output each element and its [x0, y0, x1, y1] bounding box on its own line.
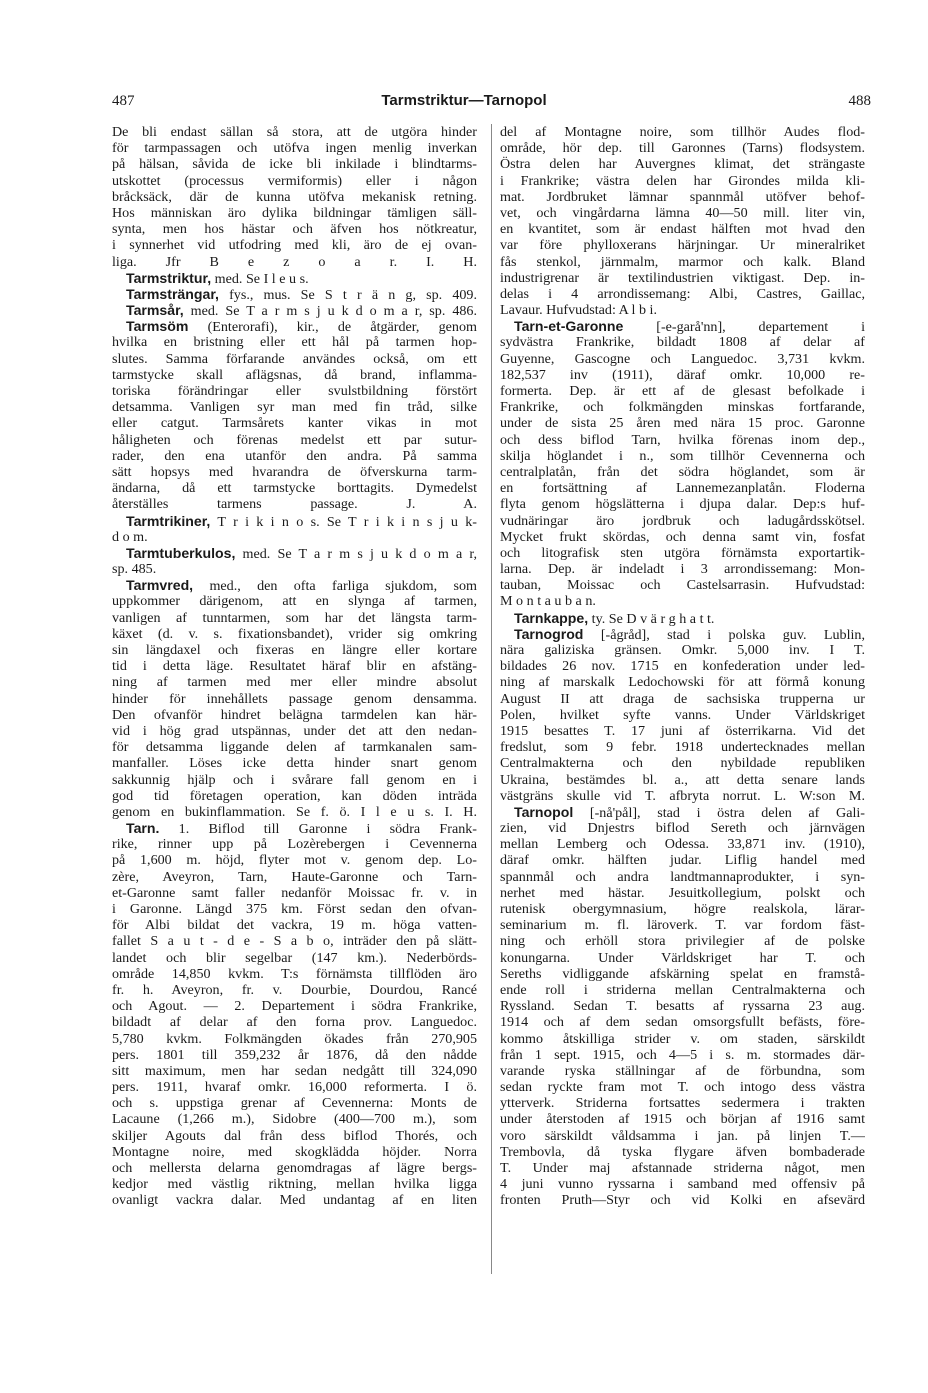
line-text: del af Montagne noire, som tillhör Audes flod-: [500, 124, 865, 140]
text-line: [500, 998, 865, 1014]
entry-headword: Tarnogrod: [514, 625, 584, 642]
text-line: [500, 917, 865, 933]
text-line: [500, 674, 865, 690]
entry-headword: Tarmtuberkulos,: [126, 544, 236, 561]
text-line: [500, 432, 865, 448]
text-line: [112, 140, 477, 156]
line-text: De bli endast sällan så stora, att de utgöra hinder: [112, 124, 477, 140]
line-text: varande ryska ställningar af de förbundna, som: [500, 1062, 865, 1079]
line-text: manfaller. Löses icke detta hinder snart genom: [112, 755, 477, 772]
line-text: Den ofvanför hindret belägna tarmdelen kan här-: [112, 706, 477, 723]
line-text: ytterverk. Striderna fortsattes sedermera i trakten: [500, 1095, 865, 1112]
line-text: et-Garonne samt faller nedanför Moissac fr. v. in: [112, 884, 477, 901]
text-line: [500, 529, 865, 545]
line-text: 5,780 kvkm. Folkmängden ökades från 270,905: [112, 1030, 477, 1047]
line-text: Lacaune (1,266 m.), Sidobre (400—700 m.), som: [112, 1111, 477, 1128]
line-text: och mellersta delarna genomdragas af lägre bergs-: [112, 1160, 477, 1176]
text-line: [500, 933, 865, 949]
text-line: [500, 852, 865, 868]
line-text: hvilka en bristning eller ett hål på tarmen hop-: [112, 334, 477, 351]
text-line: [500, 561, 865, 577]
line-text: Polen, hvilket syfte vanns. Under Världskriget: [500, 706, 865, 723]
text-line: [112, 998, 477, 1014]
line-text: flyta genom högslätterna i djupa dalar. Dep:s huf-: [500, 496, 865, 513]
text-line: [112, 1079, 477, 1095]
line-text: käxet (d. v. s. fixationsbandet), vrider sig omkring: [112, 625, 477, 642]
text-line: [500, 577, 865, 593]
text-line: [500, 302, 865, 318]
text-line: [500, 1192, 865, 1208]
text-line: [500, 464, 865, 480]
text-line: [500, 156, 865, 172]
entry-headword: Tarmsöm: [126, 318, 189, 335]
entry-headword: Tarmstriktur,: [126, 269, 212, 286]
text-line: [112, 755, 477, 771]
line-text: kommo åtskilliga strider v. om staden, särskildt: [500, 1030, 865, 1047]
text-line: [112, 1128, 477, 1144]
line-text: bildadt af delar af den forna prov. Languedoc.: [112, 1014, 477, 1031]
line-text: T. Under maj afstannade striderna något, men: [500, 1160, 865, 1176]
line-text: fys., mus. Se S t r ä n g, sp. 409.: [218, 286, 477, 303]
line-text: hinder för innehållets passage genom densamma.: [112, 690, 477, 707]
text-line: [500, 367, 865, 383]
entry-headword: Tarmtrikiner,: [126, 512, 211, 529]
text-line: [500, 334, 865, 350]
text-line: [500, 237, 865, 253]
line-text: [-ågråd], stad i polska guv. Lublin,: [583, 626, 865, 642]
line-text: ning och erhöll stora privilegier af de polske: [500, 933, 865, 950]
text-line: [112, 788, 477, 804]
line-text: Ryssland. Sedan T. besatts af ryssarna 23 aug.: [500, 998, 865, 1015]
line-text: för tarmpassagen och utöfva ingen menlig inverkan: [112, 140, 477, 157]
text-line: [500, 205, 865, 221]
running-title: Tarmstriktur—Tarnopol: [381, 92, 547, 109]
line-text: eller catgut. Tarmsårets kanter vikas in mot: [112, 415, 477, 432]
line-text: industrigrenar är textilindustrien viktigast. Dep. in-: [500, 269, 865, 286]
text-line: [500, 124, 865, 140]
line-text: en kvantitet, som är endast hälften mot hvad den: [500, 221, 865, 238]
text-line: [500, 415, 865, 431]
text-line: [500, 691, 865, 707]
line-text: seminarium m. fl. läroverk. T. var fordom fäst-: [500, 917, 865, 934]
text-line: [112, 124, 477, 140]
text-line: [500, 1128, 865, 1144]
line-text: ning af tarmen med mer eller mindre absolut: [112, 674, 477, 691]
line-text: [-nå'pål], stad i östra delen af Gali-: [573, 804, 865, 821]
line-text: med. Se T a r m s j u k d o m a r,: [235, 545, 477, 562]
text-line: [112, 545, 477, 561]
text-line: [112, 820, 477, 836]
text-line: [500, 1047, 865, 1063]
entry-headword: Tarmsträngar,: [126, 285, 219, 302]
text-line: [500, 820, 865, 836]
text-line: [112, 1047, 477, 1063]
column-divider: [491, 124, 492, 1274]
line-text: med. Se I l e u s.: [211, 270, 309, 286]
line-text: [-e-garå'nn], departement i: [623, 319, 865, 335]
line-text: rike, rinner upp på Lozèrebergen i Cevennerna: [112, 836, 477, 853]
line-text: August II att draga de sachsiska trupperna ur: [500, 690, 865, 707]
text-line: [112, 513, 477, 529]
line-text: rutenisk obergymnasium, högre realskola, lärar-: [500, 901, 865, 917]
line-text: bråcksäck, där de kunna utöfva mekanisk retning.: [112, 188, 477, 205]
line-text: område 14,850 kvkm. T:s förnämsta tillflöden äro: [112, 965, 477, 982]
line-text: detsamma. Vanligen syr man med fin tråd, silke: [112, 399, 477, 416]
text-line: [500, 1079, 865, 1095]
text-line: [112, 529, 477, 545]
line-text: landet och blir segelbar (147 km.). Nederbörds-: [112, 949, 477, 966]
line-text: med. Se T a r m s j u k d o m a r, sp. 486.: [183, 303, 477, 319]
line-text: skiljer Agouts dal från dess biflod Thorés, och: [112, 1127, 477, 1144]
text-line: [112, 1160, 477, 1176]
line-text: sakkunnig hjälp och i svårare fall genom en i: [112, 771, 477, 788]
line-text: däraf omkr. hälften judar. Liflig handel med: [500, 852, 865, 869]
line-text: sin längdaxel och fixeras en längre eller kortare: [112, 642, 477, 658]
line-text: fr. h. Aveyron, fr. v. Dourbie, Dourdou, Rancé: [112, 981, 477, 998]
line-text: tauban, Moissac och Castelsarrasin. Hufvudstad:: [500, 577, 865, 594]
line-text: i synnerhet vid utfodring med kli, äro de ej ovan-: [112, 237, 477, 254]
line-text: ning af marskalk Ledochowski för att förmå konung: [500, 674, 865, 691]
entry-headword: Tarnkappe,: [514, 609, 589, 626]
line-text: toriska förändringar eller svulstbildning förstört: [112, 383, 477, 399]
text-line: [112, 302, 477, 318]
line-text: skilja höglandet i n., som tillhör Cevennerna och: [500, 447, 865, 464]
text-line: [112, 1031, 477, 1047]
line-text: på hälsan, såvida de icke bli inkilade i blindtarms-: [112, 156, 477, 173]
line-text: nerhet med hästar. Jesuitkollegium, polskt och: [500, 884, 865, 901]
text-line: [500, 513, 865, 529]
text-line: [112, 1192, 477, 1208]
line-text: god tid företagen operation, kan döden inträda: [112, 787, 477, 804]
line-text: en fortsättning af Lannemezanplatån. Floderna: [500, 480, 865, 497]
line-text: i Frankrike; västra delen har Girondes milda kli-: [500, 172, 865, 189]
line-text: voro särskildt våldsamma i jan. på linjen T.—: [500, 1127, 865, 1144]
text-line: [500, 1160, 865, 1176]
line-text: Lavaur. Hufvudstad: A l b i.: [500, 302, 657, 319]
entry-headword: Tarn.: [126, 820, 160, 837]
line-text: Mycket frukt skördas, och denna samt vin, fosfat: [500, 528, 865, 545]
line-text: Ukraina, bestämdes bl. a., att detta senare lands: [500, 771, 865, 788]
line-text: område, hör dep. till Garonnes (Tarns) flodsystem.: [500, 140, 865, 157]
text-line: [112, 642, 477, 658]
line-text: tarmstycke skall aflägsnas, då brand, inflamma-: [112, 366, 477, 383]
line-text: kedjor med västlig riktning, mellan hvilka ligga: [112, 1176, 477, 1193]
text-line: [112, 804, 477, 820]
text-line: [500, 480, 865, 496]
line-text: vid i hög grad utspännas, under det att den nedan-: [112, 722, 477, 739]
line-text: fallet S a u t - d e - S a b o, inträder den på slätt-: [112, 933, 477, 950]
text-line: [500, 642, 865, 658]
text-line: [112, 254, 477, 270]
line-text: spannmål och andra landtmannaprodukter, i syn-: [500, 868, 865, 885]
line-text: återställes tarmens passage. J. A.: [112, 496, 477, 513]
line-text: nära galiziska gränsen. Omkr. 5,000 inv. I T.: [500, 642, 865, 658]
text-line: [112, 173, 477, 189]
text-line: [500, 755, 865, 771]
line-text: sätt hopsys med hvarandra de öfverskurna tarm-: [112, 463, 477, 480]
line-text: (Enterorafi), kir., de åtgärder, genom: [188, 319, 477, 335]
text-line: [112, 367, 477, 383]
text-line: [112, 415, 477, 431]
line-text: och dess biflod Tarn, hvilka förenas inom dep.,: [500, 431, 865, 448]
page-number-left: 487: [112, 93, 135, 109]
line-text: fredslut, som 9 febr. 1918 undertecknades mellan: [500, 739, 865, 756]
line-text: tid i detta läge. Resultatet häraf blir en afstäng-: [112, 658, 477, 675]
text-line: [112, 869, 477, 885]
entry-headword: Tarn-et-Garonne: [514, 318, 624, 335]
line-text: T r i k i n o s. Se T r i k i n s j u k-: [210, 513, 477, 529]
text-line: [500, 626, 865, 642]
text-line: [112, 448, 477, 464]
line-text: bildades 26 nov. 1715 en konfederation under led-: [500, 658, 865, 675]
line-text: Guyenne, Gascogne och Languedoc. 3,731 kvkm.: [500, 350, 865, 367]
text-line: [500, 610, 865, 626]
line-text: larna. Dep. är indeladt i 3 arrondissemang: Mon-: [500, 561, 865, 578]
text-line: [112, 772, 477, 788]
line-text: genom en bukinflammation. Se f. ö. I l e u s. I. H.: [112, 803, 477, 820]
text-line: [112, 189, 477, 205]
text-line: [500, 966, 865, 982]
line-text: mellan Lemberg och Odessa. 33,871 inv. (1910),: [500, 836, 865, 853]
line-text: Centralmakterna och den nybildade republiken: [500, 755, 865, 772]
line-text: och litografisk sten utgöra förnämsta exportartik-: [500, 544, 865, 561]
line-text: zère, Aveyron, Tarn, Haute-Garonne och Tarn-: [112, 868, 477, 885]
text-line: [500, 885, 865, 901]
line-text: centralplatån, från det södra höglandet, som är: [500, 463, 865, 480]
text-line: [112, 917, 477, 933]
text-line: [112, 221, 477, 237]
page-number-right: 488: [848, 93, 871, 109]
text-line: [500, 545, 865, 561]
line-text: ende roll i striderna mellan Centralmakterna och: [500, 981, 865, 998]
line-text: och Agout. — 2. Departement i södra Frankrike,: [112, 998, 477, 1015]
text-line: [112, 966, 477, 982]
line-text: för detsamma liggande delen af tarmkanalen sam-: [112, 739, 477, 756]
right-column: [500, 124, 865, 1209]
line-text: Hos människan äro dylika bildningar tämligen säll-: [112, 204, 477, 221]
line-text: sp. 485.: [112, 561, 157, 578]
text-line: [112, 610, 477, 626]
text-line: [500, 221, 865, 237]
line-text: Montagne noire, med skogklädda höjder. Norra: [112, 1143, 477, 1160]
text-line: [112, 723, 477, 739]
text-line: [112, 1176, 477, 1192]
line-text: Östra delen har Auvergnes klimat, det strängaste: [500, 156, 865, 173]
line-text: delas i 4 arrondissemang: Albi, Castres, Gaillac,: [500, 285, 865, 302]
line-text: för Albi bildat det vackra, 19 m. höga vatten-: [112, 917, 477, 934]
text-line: [500, 707, 865, 723]
text-line: [500, 788, 865, 804]
text-line: [500, 901, 865, 917]
line-text: konungarna. Under Världskriget har T. och: [500, 949, 865, 966]
text-line: [112, 658, 477, 674]
line-text: vet, och vingårdarna lämna 40—50 mill. liter vin,: [500, 204, 865, 221]
line-text: 1914 och af dem sedan omsorgsfullt befästs, före-: [500, 1014, 865, 1031]
line-text: och s. uppstiga grenar af Cevennerna: Monts de: [112, 1095, 477, 1112]
text-line: [500, 950, 865, 966]
text-line: [112, 950, 477, 966]
text-line: [112, 496, 477, 512]
line-text: liga. Jfr B e z o a r. I. H.: [112, 253, 477, 270]
line-text: på 1,600 m. höjd, flyter mot v. genom dep. Lo-: [112, 852, 477, 869]
text-line: [500, 982, 865, 998]
line-text: M o n t a u b a n.: [500, 593, 596, 610]
line-text: pers. 1911, hvaraf omkr. 16,000 reformerta. I ö.: [112, 1079, 477, 1096]
entry-headword: Tarmsår,: [126, 302, 184, 319]
line-text: håligheten och förenas medelst ett par sutur-: [112, 431, 477, 448]
text-line: [500, 496, 865, 512]
line-text: pers. 1801 till 359,232 år 1876, då den nådde: [112, 1046, 477, 1063]
text-line: [500, 1031, 865, 1047]
text-line: [112, 852, 477, 868]
text-line: [112, 739, 477, 755]
line-text: sitt maximum, men har sedan nedgått till 324,090: [112, 1062, 477, 1079]
text-line: [112, 270, 477, 286]
line-text: 4 juni vunno ryssarna i samband med offensiv på: [500, 1176, 865, 1193]
line-text: vanligen af tunntarmen, som har det längsta tarm-: [112, 609, 477, 626]
line-text: med., den ofta farliga sjukdom, som: [193, 578, 477, 594]
line-text: Frankrike, och folkmängden minskas fortfarande,: [500, 399, 865, 416]
text-line: [112, 901, 477, 917]
text-line: [500, 351, 865, 367]
text-line: [112, 464, 477, 480]
text-line: [500, 399, 865, 415]
text-line: [112, 351, 477, 367]
text-line: [500, 1176, 865, 1192]
line-text: slutes. Samma förfarande användes också, om ett: [112, 350, 477, 367]
text-line: [500, 1144, 865, 1160]
line-text: ändarna, då ett tarmstycke borttagits. Dymedelst: [112, 480, 477, 497]
text-line: [112, 885, 477, 901]
text-line: [112, 205, 477, 221]
text-line: [112, 480, 477, 496]
text-line: [500, 254, 865, 270]
line-text: fronten Pruth—Styr och vid Kolki en afsevärd: [500, 1192, 865, 1209]
text-line: [500, 658, 865, 674]
line-text: var före phylloxerans härjningar. Ur mineralriket: [500, 237, 865, 254]
text-line: [112, 1095, 477, 1111]
line-text: sedan ryckte fram mot T. och intogo dess västra: [500, 1079, 865, 1096]
text-line: [500, 383, 865, 399]
text-line: [500, 739, 865, 755]
text-line: [112, 156, 477, 172]
text-line: [112, 593, 477, 609]
text-line: [500, 804, 865, 820]
text-line: [112, 691, 477, 707]
line-text: 1915 besattes T. 17 juni af österrikarna. Vid det: [500, 722, 865, 739]
entry-headword: Tarnopol: [514, 803, 574, 820]
line-text: zien, vid Dnjestrs biflod Sereth och järnvägen: [500, 820, 865, 837]
text-line: [500, 318, 865, 334]
line-text: fås stenkol, järnmalm, marmor och kalk. Bland: [500, 253, 865, 270]
text-line: [112, 237, 477, 253]
line-text: Sereths vidliggande afskärning spelat en framstå-: [500, 965, 865, 982]
text-line: [112, 982, 477, 998]
line-text: Trembovla, då tyska flygare äfven bombaderade: [500, 1143, 865, 1160]
text-line: [112, 1063, 477, 1079]
text-line: [112, 674, 477, 690]
text-line: [500, 448, 865, 464]
text-line: [112, 707, 477, 723]
text-line: [500, 772, 865, 788]
text-line: [112, 1144, 477, 1160]
line-text: västgräns skulle vid T. afbryta norrut. L. W:son M.: [500, 787, 865, 804]
left-column: [112, 124, 477, 1209]
line-text: synta, men hos hästar och äfven hos nötkreatur,: [112, 221, 477, 238]
line-text: ty. Se D v ä r g h a t t.: [588, 610, 715, 626]
text-line: [500, 836, 865, 852]
text-line: [500, 723, 865, 739]
line-text: mat. Jordbruket lämnar spannmål utöfver behof-: [500, 188, 865, 205]
text-line: [112, 1014, 477, 1030]
text-line: [112, 577, 477, 593]
text-line: [112, 383, 477, 399]
text-line: [500, 1063, 865, 1079]
entry-headword: Tarmvred,: [126, 577, 194, 594]
text-line: [500, 270, 865, 286]
text-line: [500, 593, 865, 609]
text-line: [500, 189, 865, 205]
text-line: [500, 1095, 865, 1111]
line-text: rader, den ena utanför den andra. På samma: [112, 447, 477, 464]
line-text: under de sista 25 åren med nära 15 proc. Garonne: [500, 415, 865, 432]
line-text: utskottet (processus vermiformis) eller i någon: [112, 172, 477, 189]
text-line: [112, 933, 477, 949]
line-text: 1. Biflod till Garonne i södra Frank-: [159, 821, 477, 837]
text-line: [112, 432, 477, 448]
text-line: [112, 399, 477, 415]
text-line: [112, 1111, 477, 1127]
line-text: uppkommer därigenom, att en slynga af tarmen,: [112, 593, 477, 610]
text-line: [500, 1014, 865, 1030]
line-text: ovanligt vackra dalar. Med undantag af en liten: [112, 1192, 477, 1209]
line-text: vudnäringar äro jordbruk och ladugårdsskötsel.: [500, 512, 865, 529]
text-line: [112, 561, 477, 577]
text-line: [500, 173, 865, 189]
line-text: sydvästra Frankrike, bildadt 1808 af delar af: [500, 334, 865, 351]
line-text: 182,537 inv (1911), däraf omkr. 10,000 re-: [500, 366, 865, 383]
text-line: [500, 140, 865, 156]
line-text: formerta. Dep. är ett af de glesast befolkade i: [500, 383, 865, 399]
line-text: under återstoden af 1915 och början af 1916 samt: [500, 1111, 865, 1128]
line-text: d o m.: [112, 528, 148, 545]
line-text: från 1 sept. 1915, och 4—5 i s. m. stormades där-: [500, 1046, 865, 1063]
text-line: [112, 318, 477, 334]
text-line: [500, 286, 865, 302]
text-line: [112, 286, 477, 302]
text-line: [500, 1111, 865, 1127]
text-line: [112, 836, 477, 852]
text-line: [112, 626, 477, 642]
text-line: [500, 869, 865, 885]
line-text: i Garonne. Längd 375 km. Först sedan den ofvan-: [112, 901, 477, 917]
text-line: [112, 334, 477, 350]
